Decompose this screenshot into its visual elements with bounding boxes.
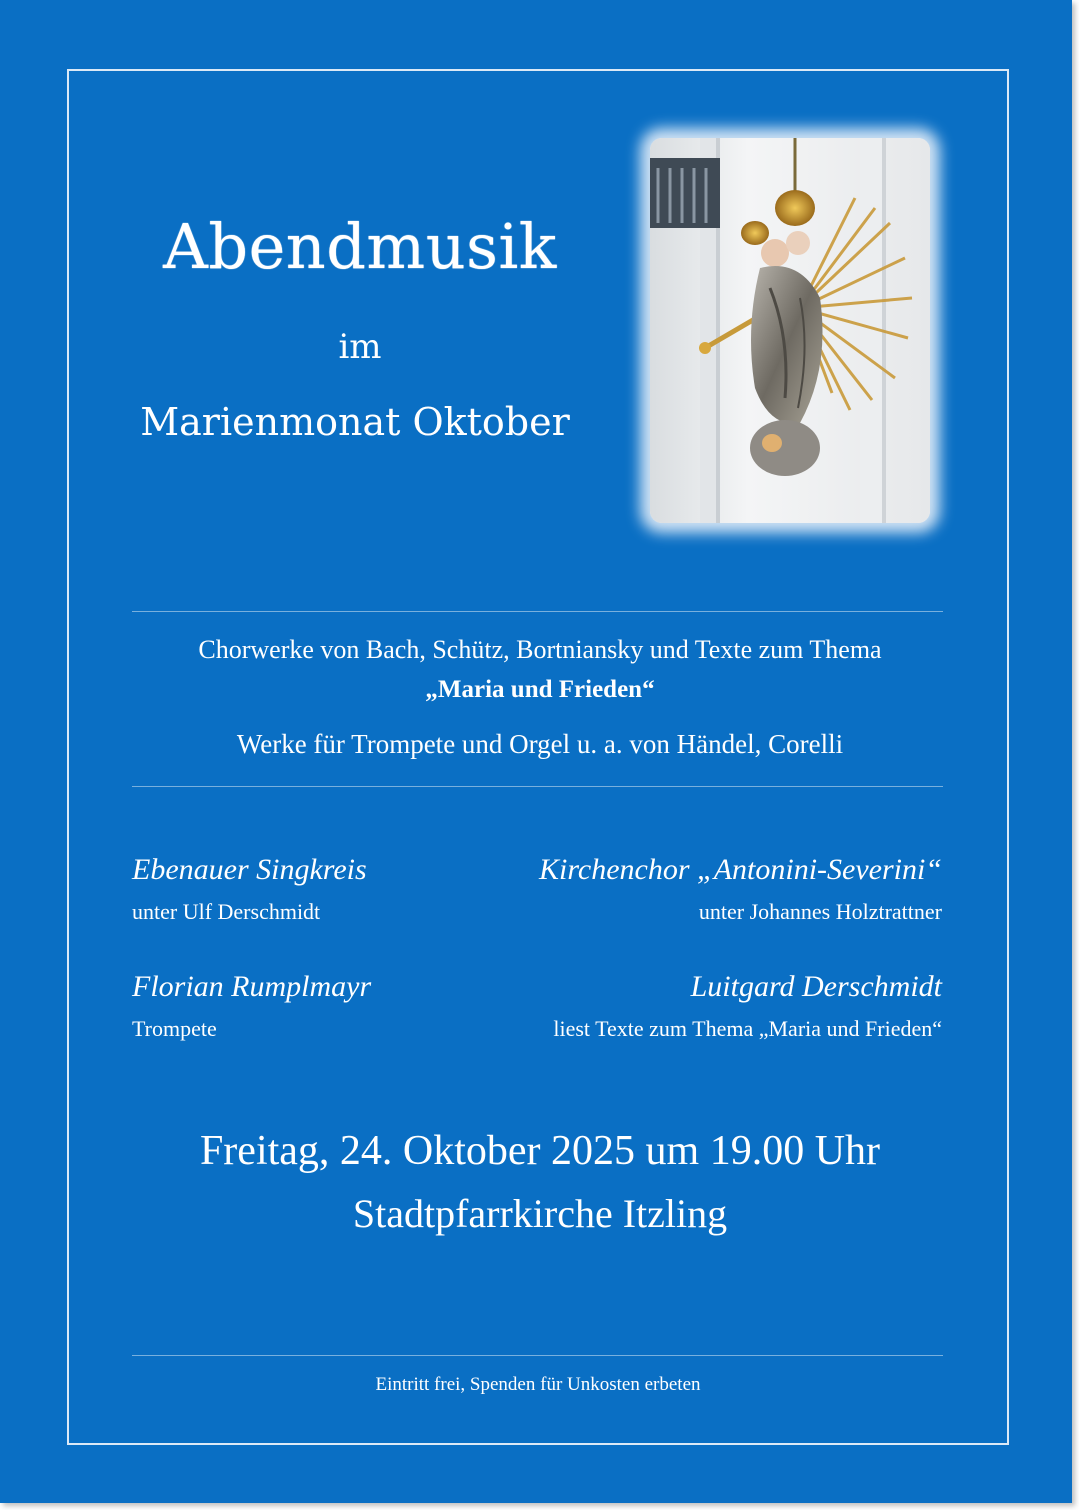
- performer-role: Trompete: [132, 1016, 217, 1041]
- program-theme: „Maria und Frieden“: [425, 676, 655, 703]
- poster-title: Abendmusik: [163, 210, 557, 283]
- program-line-trumpet: Werke für Trompete und Orgel u. a. von Händel, Corelli: [236, 729, 844, 759]
- performer-role: unter Johannes Holztrattner: [698, 899, 942, 924]
- divider-bottom: [132, 1355, 943, 1356]
- event-date: Freitag, 24. Oktober 2025 um 19.00 Uhr: [199, 1128, 881, 1174]
- performer-role: liest Texte zum Thema „Maria und Frieden“: [553, 1016, 942, 1041]
- performer-name: Kirchenchor „Antonini-Severini“: [538, 853, 942, 886]
- program-line-choral: Chorwerke von Bach, Schütz, Bortniansky und Texte zum Thema: [198, 635, 882, 664]
- footer-note: Eintritt frei, Spenden für Unkosten erbeten: [375, 1374, 701, 1395]
- madonna-statue-icon: [650, 138, 930, 523]
- performer-name: Florian Rumplmayr: [132, 970, 372, 1003]
- madonna-statue-photo: [650, 138, 930, 523]
- divider-top: [132, 611, 943, 612]
- event-venue: Stadtpfarrkirche Itzling: [352, 1191, 728, 1236]
- subtitle-im: im: [338, 327, 382, 367]
- performer-name: Luitgard Derschmidt: [690, 970, 942, 1003]
- subtitle-marienmonat: Marienmonat Oktober: [140, 400, 570, 444]
- divider-middle: [132, 786, 943, 787]
- performer-role: unter Ulf Derschmidt: [132, 899, 321, 924]
- performer-name: Ebenauer Singkreis: [132, 853, 367, 886]
